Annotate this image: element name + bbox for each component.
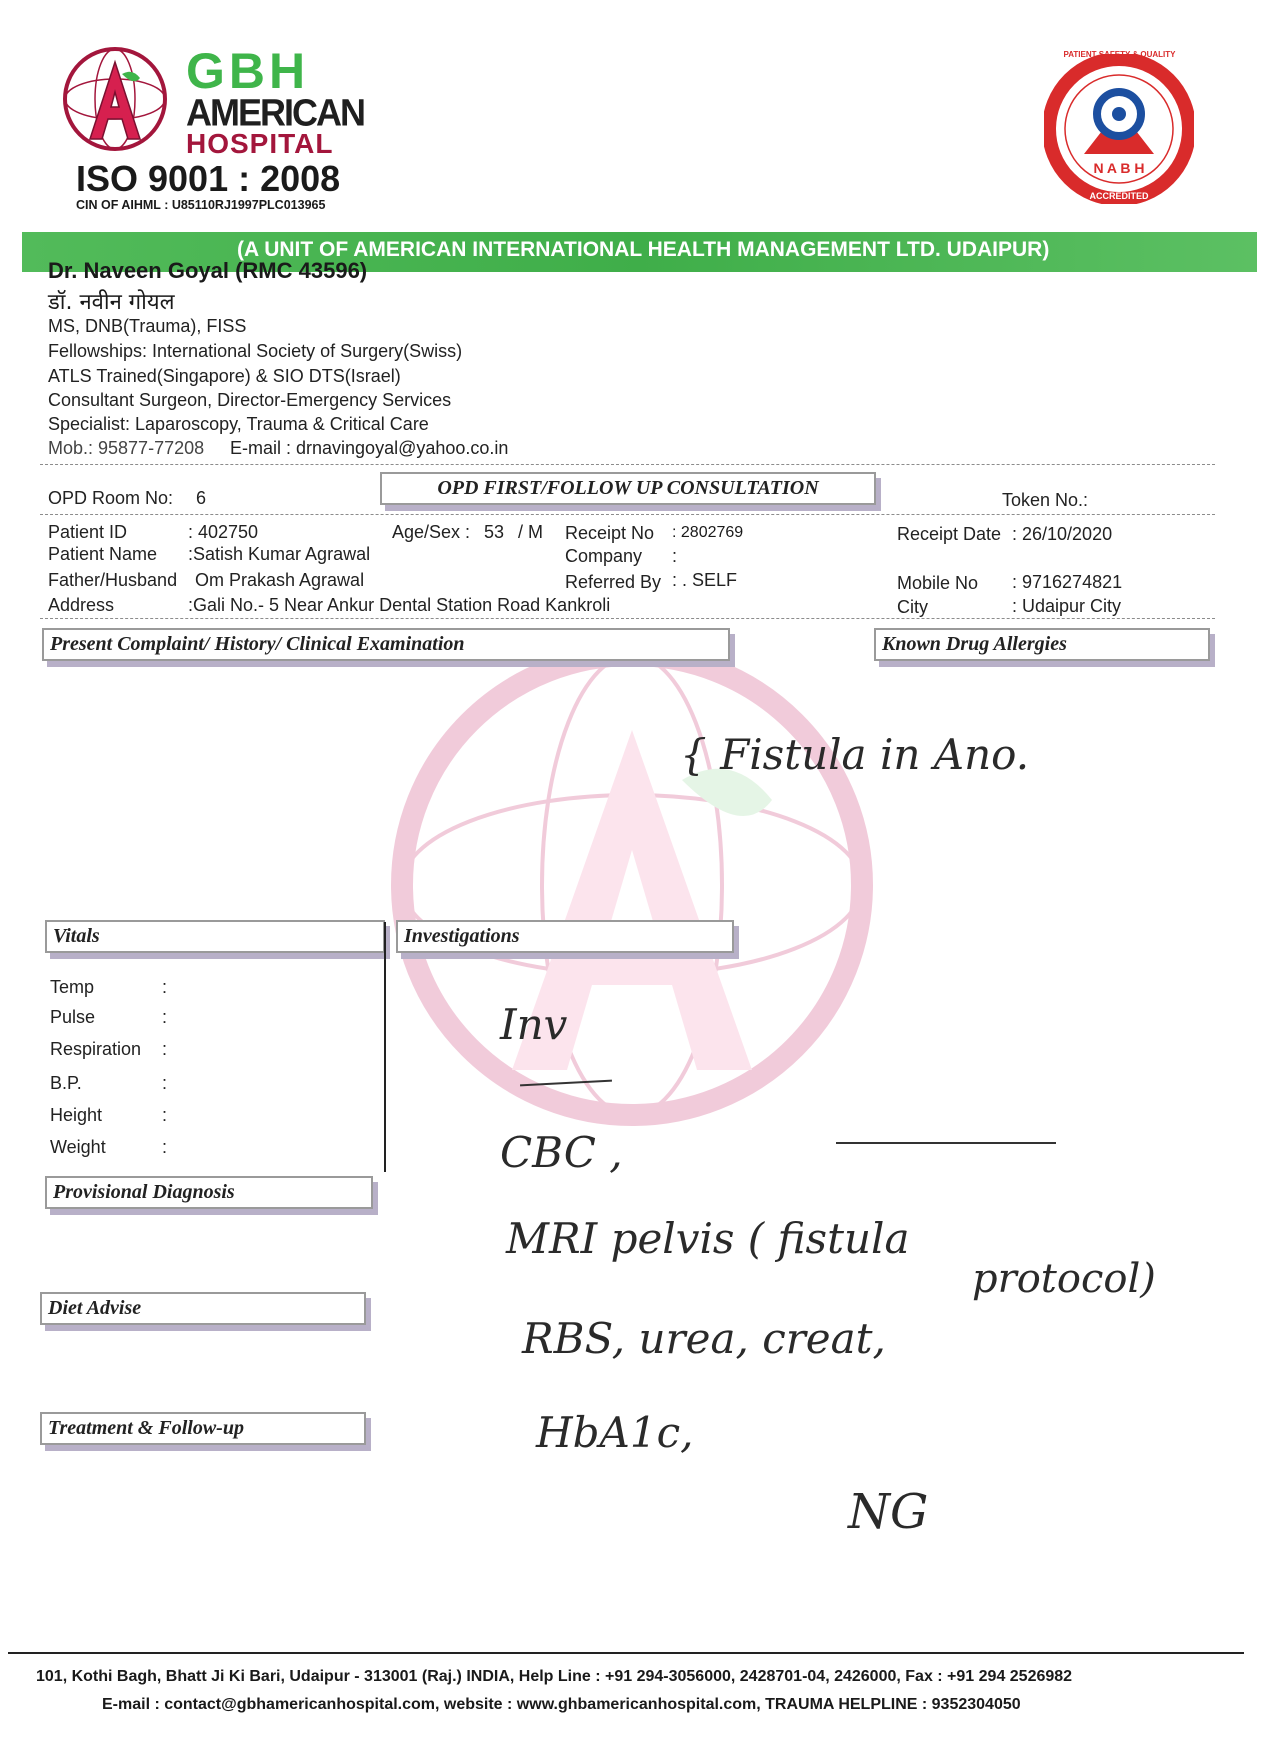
cin-number: CIN OF AIHML : U85110RJ1997PLC013965: [76, 198, 326, 212]
iso-certification: ISO 9001 : 2008: [76, 158, 341, 199]
section-treatment-header: Treatment & Follow-up: [40, 1412, 366, 1445]
doctor-degrees: MS, DNB(Trauma), FISS: [48, 316, 247, 336]
logo-gbh: GBH: [186, 43, 310, 99]
vital-weight: [50, 1137, 168, 1158]
handwritten-line-mri: MRI pelvis ( fistula: [506, 1214, 910, 1263]
vital-colon: :: [162, 1007, 168, 1027]
doctor-specialist: Specialist: Laparoscopy, Trauma & Critical Care: [48, 414, 429, 434]
unit-banner-text: (A UNIT OF AMERICAN INTERNATIONAL HEALTH MANAGEMENT LTD. UDAIPUR): [237, 238, 1050, 261]
sex-value: / M: [518, 522, 543, 542]
handwritten-inv-header: Inv: [500, 1000, 568, 1049]
receipt-date-label: Receipt Date: [897, 524, 1002, 544]
doctor-training: ATLS Trained(Singapore) & SIO DTS(Israel): [48, 366, 401, 386]
doctor-position: Consultant Surgeon, Director-Emergency Services: [48, 390, 452, 410]
vital-colon: :: [162, 977, 168, 997]
handwritten-complaint: { Fistula in Ano.: [680, 730, 1030, 779]
hospital-logo-emblem: [60, 44, 170, 154]
vitals-divider-line: [384, 922, 386, 1172]
receipt-no-label: Receipt No: [565, 523, 655, 543]
vital-label: Temp: [50, 977, 95, 997]
watermark-logo: [382, 640, 882, 1130]
divider: [40, 464, 1215, 465]
age-value: 53: [484, 522, 505, 542]
receipt-no-value: : 2802769: [672, 524, 744, 541]
divider: [40, 514, 1215, 515]
section-investigations-header: Investigations: [396, 920, 734, 953]
section-diet-header: Diet Advise: [40, 1292, 366, 1325]
address-value: :Gali No.- 5 Near Ankur Dental Station Road Kankroli: [188, 595, 611, 615]
logo-american: AMERICAN: [186, 90, 364, 134]
patient-name-value: :Satish Kumar Agrawal: [188, 544, 371, 564]
logo-hospital: HOSPITAL: [186, 128, 334, 159]
father-value: Om Prakash Agrawal: [195, 570, 365, 590]
divider: [40, 618, 1215, 619]
section-diagnosis-header: Provisional Diagnosis: [45, 1176, 373, 1209]
section-allergies-header: Known Drug Allergies: [874, 628, 1210, 661]
footer-contact: E-mail : contact@gbhamericanhospital.com, website : www.ghbamericanhospital.com, TRAUMA HELPLINE : 9352304050: [102, 1696, 1021, 1713]
section-vitals-header: Vitals: [45, 920, 385, 953]
footer-address: 101, Kothi Bagh, Bhatt Ji Ki Bari, Udaipur - 313001 (Raj.) INDIA, Help Line : +91 294-3056000, 2428701-04, 2426000, Fax : +91 294 2526982: [36, 1668, 1073, 1685]
handwritten-line-protocol: protocol): [972, 1256, 1156, 1302]
nabh-accredited: ACCREDITED: [1089, 191, 1149, 201]
city-value: : Udaipur City: [1012, 596, 1122, 616]
handwritten-line-cbc: CBC ,: [500, 1128, 623, 1177]
age-label: Age/Sex :: [392, 522, 471, 542]
patient-id-value: : 402750: [188, 522, 259, 542]
mobile-label: Mobile No: [897, 573, 979, 593]
vital-colon: :: [162, 1039, 168, 1059]
doctor-name-hindi: डॉ. नवीन गोयल: [48, 290, 175, 315]
vital-label: B.P.: [50, 1073, 82, 1093]
handwritten-line-hba1c: HbA1c,: [536, 1408, 694, 1457]
vital-bp: [50, 1073, 168, 1094]
handwritten-initials: NG: [848, 1484, 929, 1540]
city-label: City: [897, 597, 928, 617]
opd-room-value: 6: [196, 488, 207, 508]
father-label: Father/Husband: [48, 570, 178, 590]
doctor-fellowships: Fellowships: International Society of Surgery(Swiss): [48, 341, 463, 361]
company-label: Company: [565, 546, 643, 566]
nabh-ring-text: PATIENT SAFETY & QUALITY OF CARE: [1063, 50, 1176, 68]
vital-colon: :: [162, 1073, 168, 1093]
vital-label: Respiration: [50, 1039, 142, 1059]
referred-by-value: : . SELF: [672, 570, 738, 590]
vital-temp: [50, 977, 168, 998]
vital-colon: :: [162, 1137, 168, 1157]
doctor-name: Dr. Naveen Goyal (RMC 43596): [48, 258, 368, 283]
vital-colon: :: [162, 1105, 168, 1125]
vital-label: Pulse: [50, 1007, 96, 1027]
vital-label: Weight: [50, 1137, 106, 1157]
vital-pulse: [50, 1007, 168, 1028]
token-label: Token No.:: [1002, 490, 1089, 510]
handwritten-strikeout: [836, 1142, 1056, 1144]
address-label: Address: [48, 595, 115, 615]
patient-name-label: Patient Name: [48, 544, 158, 564]
section-complaint-header: Present Complaint/ History/ Clinical Examination: [42, 628, 730, 661]
receipt-date-value: : 26/10/2020: [1012, 524, 1113, 544]
footer-rule: [8, 1652, 1244, 1654]
doctor-email: E-mail : drnavingoyal@yahoo.co.in: [230, 438, 509, 458]
consultation-title: OPD FIRST/FOLLOW UP CONSULTATION: [380, 472, 876, 505]
opd-room-label: OPD Room No:: [48, 488, 174, 508]
referred-by-label: Referred By: [565, 572, 662, 592]
patient-id-label: Patient ID: [48, 522, 128, 542]
mobile-value: : 9716274821: [1012, 572, 1123, 592]
doctor-mobile: Mob.: 95877-77208: [48, 438, 205, 458]
nabh-label: N A B H: [1093, 160, 1145, 176]
vital-respiration: [50, 1039, 168, 1060]
nabh-accreditation-seal: [1044, 54, 1194, 204]
company-value: :: [672, 546, 678, 566]
vital-height: [50, 1105, 168, 1126]
handwritten-line-rbs: RBS, urea, creat,: [522, 1314, 886, 1363]
vital-label: Height: [50, 1105, 103, 1125]
